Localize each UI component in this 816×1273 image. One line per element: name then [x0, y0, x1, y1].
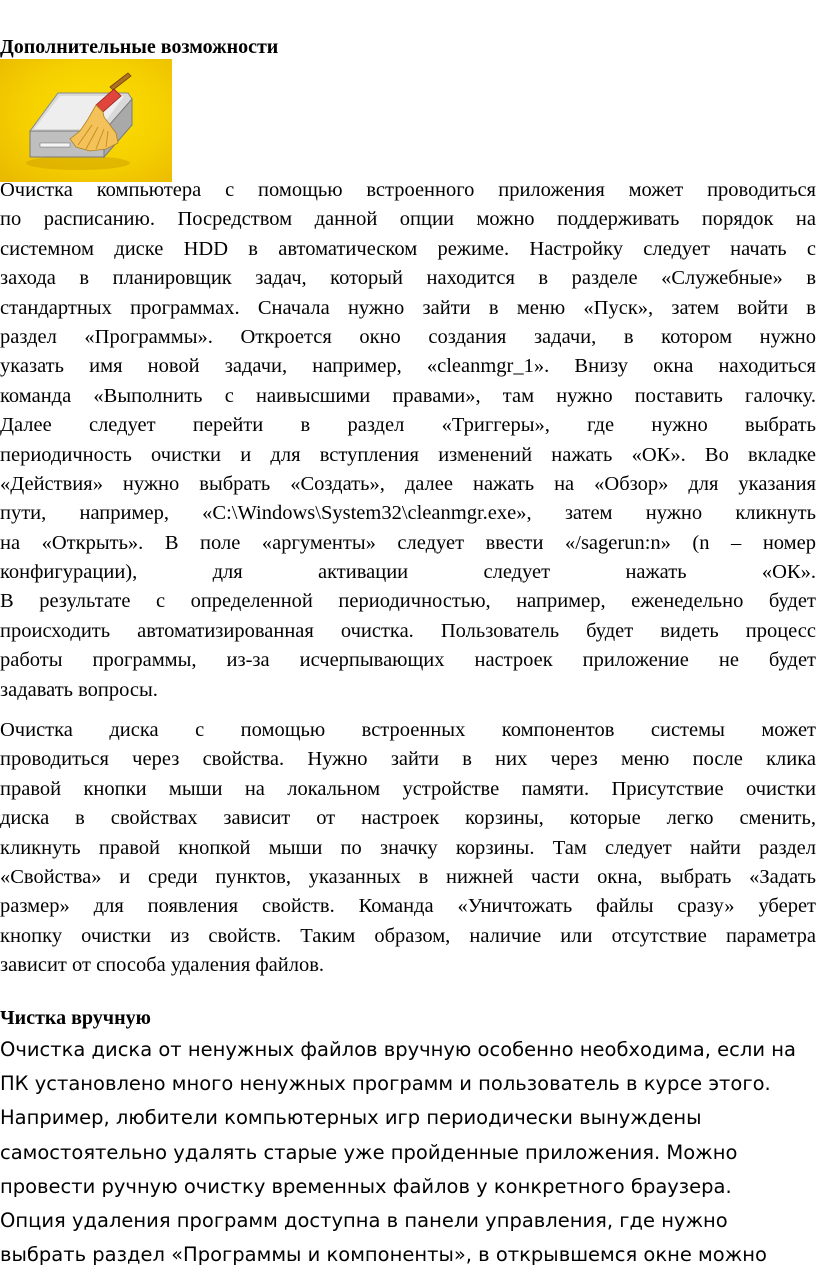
section-title-manual-cleaning: Чистка вручную: [0, 1007, 151, 1029]
disk-cleanup-broom-icon: [0, 59, 172, 182]
text-line: зависит от способа удаления файлов.: [0, 954, 325, 977]
text-line: раздел «Программы». Откроется окно создания задачи, в котором нужно: [0, 325, 816, 348]
text-line: диска в свойствах зависит от настроек корзины, которые легко сменить,: [0, 807, 816, 830]
text-line: провести ручную очистку временных файлов у конкретного браузера.: [0, 1174, 732, 1198]
text-line: «Свойства» и среди пунктов, указанных в нижней части окна, выбрать «Задать: [0, 865, 816, 888]
text-line: Далее следует перейти в раздел «Триггеры», где нужно выбрать: [0, 414, 816, 437]
paragraph-manual-cleanup: [0, 1033, 816, 1272]
text-line: системном диске HDD в автоматическом режиме. Настройку следует начать с: [0, 237, 816, 260]
text-line: «Действия» нужно выбрать «Создать», далее нажать на «Обзор» для указания: [0, 472, 816, 495]
text-line: по расписанию. Посредством данной опции можно поддерживать порядок на: [0, 208, 816, 231]
text-line: В результате с определенной периодичностью, например, еженедельно будет: [0, 590, 816, 613]
text-line: проводиться через свойства. Нужно зайти в них через меню после клика: [0, 748, 816, 771]
text-line: Например, любители компьютерных игр периодически вынуждены: [0, 1106, 702, 1130]
text-line: кликнуть правой кнопкой мыши по значку корзины. Там следует найти раздел: [0, 836, 816, 859]
text-line: происходить автоматизированная очистка. Пользователь будет видеть процесс: [0, 619, 816, 642]
text-line: захода в планировщик задач, который находится в разделе «Служебные» в: [0, 267, 816, 290]
text-line: кнопку очистки из свойств. Таким образом, наличие или отсутствие параметра: [0, 924, 816, 947]
text-line: Опция удаления программ доступна в панели управления, где нужно: [0, 1208, 728, 1232]
paragraph-scheduled-cleanup: [0, 176, 816, 705]
text-line: стандартных программах. Сначала нужно зайти в меню «Пуск», затем войти в: [0, 296, 816, 319]
text-line: самостоятельно удалять старые уже пройденные приложения. Можно: [0, 1140, 738, 1164]
text-line: команда «Выполнить с наивысшими правами», там нужно поставить галочку.: [0, 384, 816, 407]
text-line: задавать вопросы.: [0, 678, 158, 701]
text-line: периодичность очистки и для вступления изменений нажать «ОК». Во вкладке: [0, 443, 816, 466]
text-line: на «Открыть». В поле «аргументы» следует ввести «/sagerun:n» (n – номер: [0, 531, 816, 554]
disk-cleanup-illustration: [0, 59, 172, 182]
text-line: правой кнопки мыши на локальном устройстве памяти. Присутствие очистки: [0, 777, 816, 800]
text-line: Очистка диска с помощью встроенных компонентов системы может: [0, 719, 816, 741]
text-line: ПК установлено много ненужных программ и пользователь в курсе этого.: [0, 1072, 771, 1096]
section-title-additional-features: Дополнительные возможности: [0, 36, 279, 58]
text-line: конфигурации), для активации следует нажать «ОК».: [0, 561, 816, 584]
text-line: работы программы, из-за исчерпывающих настроек приложение не будет: [0, 649, 816, 672]
text-line: Очистка диска от ненужных файлов вручную особенно необходима, если на: [0, 1038, 796, 1061]
text-line: размер» для появления свойств. Команда «Уничтожать файлы сразу» уберет: [0, 895, 816, 918]
paragraph-properties-cleanup: [0, 716, 816, 981]
text-line: выбрать раздел «Программы и компоненты», в открывшемся окне можно: [0, 1243, 767, 1267]
text-line: Очистка компьютера с помощью встроенного приложения может проводиться: [0, 179, 816, 201]
text-line: пути, например, «C:\Windows\System32\cleanmgr.exe», затем нужно кликнуть: [0, 502, 816, 525]
text-line: указать имя новой задачи, например, «cleanmgr_1». Внизу окна находиться: [0, 355, 816, 378]
